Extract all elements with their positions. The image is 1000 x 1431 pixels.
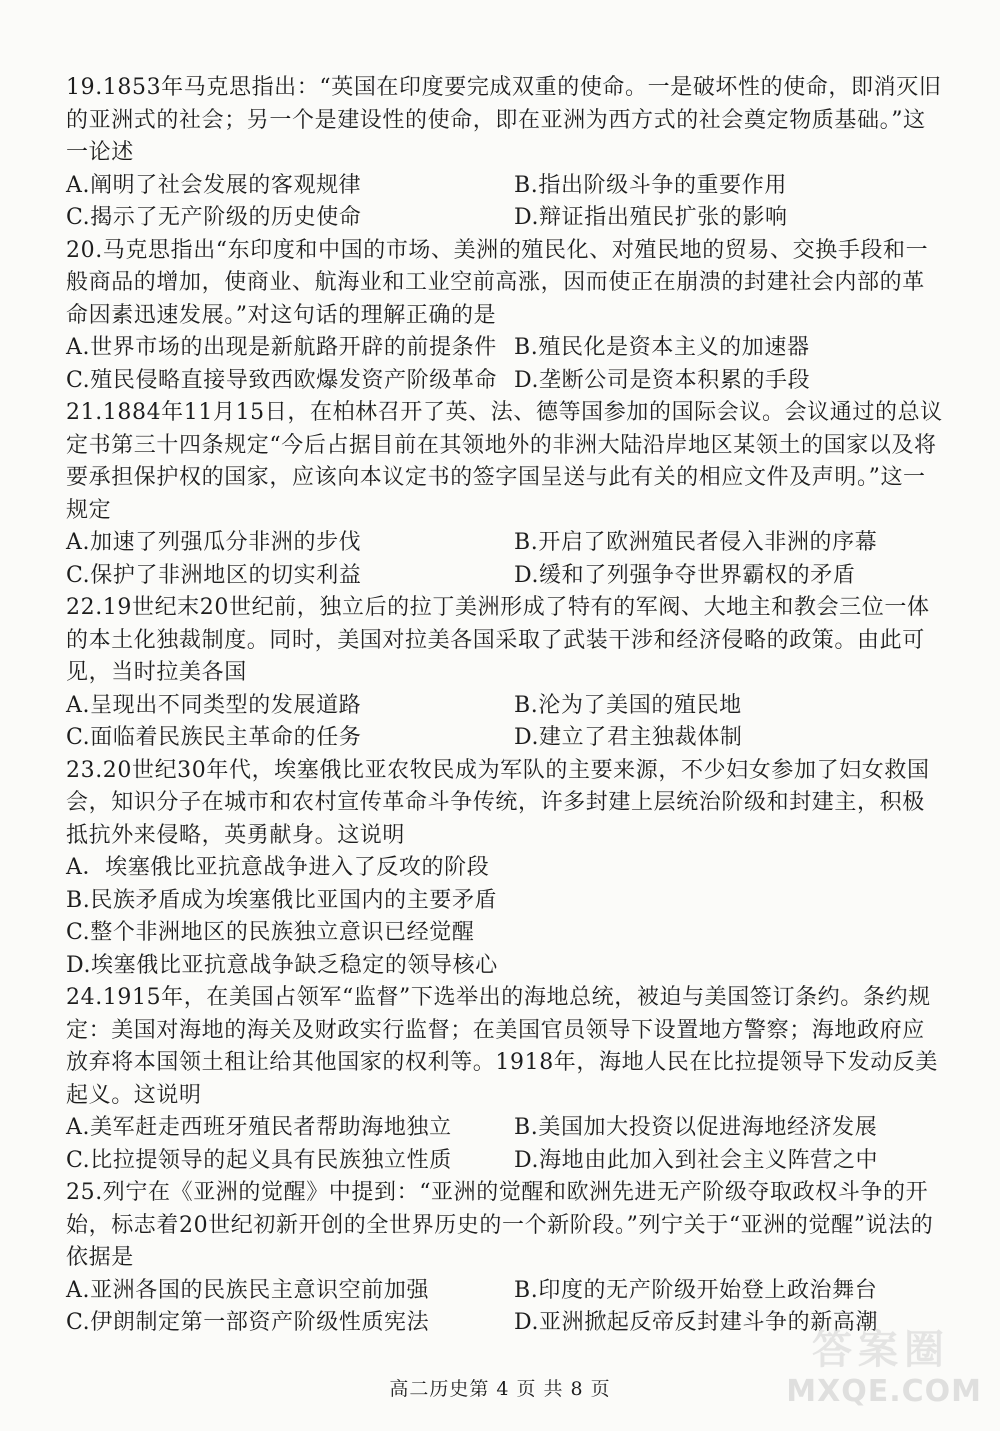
option-d: D.缓和了列强争夺世界霸权的矛盾 [514, 562, 856, 588]
option-c: C.揭示了无产阶级的历史使命 [66, 205, 362, 230]
question-stem: 19.1853年马克思指出：“英国在印度要完成双重的使命。一是破坏性的使命，即消灭旧的亚洲式的社会；另一个是建设性的使命，即在亚洲为西方式的社会奠定物质基础。”这一论述 [66, 75, 942, 165]
question-22 [66, 592, 946, 755]
watermark-en: MXQE.COM [786, 1374, 982, 1409]
question-25 [66, 1177, 946, 1340]
option-a: A.阐明了社会发展的客观规律 [66, 172, 362, 198]
options-grid [66, 332, 946, 397]
option-d: D.垄断公司是资本积累的手段 [514, 367, 811, 393]
page-footer: 高二历史第 4 页 共 8 页 [389, 1378, 611, 1400]
question-20 [66, 235, 946, 398]
option-a: A.美军赶走西班牙殖民者帮助海地独立 [66, 1115, 452, 1140]
options-grid [66, 527, 946, 592]
option-b: B.沦为了美国的殖民地 [514, 692, 742, 718]
question-stem: 22.19世纪末20世纪前，独立后的拉丁美洲形成了特有的军阀、大地主和教会三位一体的本土化独裁制度。同时，美国对拉美各国采取了武装干涉和经济侵略的政策。由此可见，当时拉美各国 [66, 595, 930, 685]
option-a: A．埃塞俄比亚抗意战争进入了反攻的阶段 [66, 855, 490, 880]
option-d: D.辩证指出殖民扩张的影响 [514, 205, 788, 230]
option-b: B.美国加大投资以促进海地经济发展 [514, 1115, 878, 1140]
option-c: C.殖民侵略直接导致西欧爆发资产阶级革命 [66, 367, 498, 393]
question-stem: 23.20世纪30年代，埃塞俄比亚农牧民成为军队的主要来源，不少妇女参加了妇女救国会，知识分子在城市和农村宣传革命斗争传统，许多封建上层统治阶级和封建主，积极抵抗外来侵略，英勇献身。这说明 [66, 757, 930, 848]
question-stem: 24.1915年，在美国占领军“监督”下选举出的海地总统，被迫与美国签订条约。条约规定：美国对海地的海关及财政实行监督；在美国官员领导下设置地方警察；海地政府应放弃将本国领土租让给其他国家的权利等。1918年，海地人民在比拉提领导下发动反美起义。这说明 [66, 985, 938, 1108]
option-d: D.亚洲掀起反帝反封建斗争的新高潮 [514, 1310, 879, 1335]
option-a: A.亚洲各国的民族民主意识空前加强 [66, 1277, 430, 1303]
option-b: B.殖民化是资本主义的加速器 [514, 335, 810, 360]
option-a: A.加速了列强瓜分非洲的步伐 [66, 530, 362, 555]
option-a: A.呈现出不同类型的发展道路 [66, 692, 362, 718]
options-grid [66, 690, 946, 755]
question-21 [66, 397, 946, 592]
option-b: B.指出阶级斗争的重要作用 [514, 172, 787, 198]
question-23 [66, 755, 946, 983]
option-b: B.开启了欧洲殖民者侵入非洲的序幕 [514, 530, 878, 555]
question-stem: 21.1884年11月15日，在柏林召开了英、法、德等国参加的国际会议。会议通过的总议定书第三十四条规定“今后占据目前在其领地外的非洲大陆沿岸地区某领土的国家以及将要承担保护权的国家，应该向本议定书的签字国呈送与此有关的相应文件及声明。”这一规定 [66, 400, 943, 523]
option-c: C.比拉提领导的起义具有民族独立性质 [66, 1147, 452, 1173]
question-stem: 20.马克思指出“东印度和中国的市场、美洲的殖民化、对殖民地的贸易、交换手段和一般商品的增加，使商业、航海业和工业空前高涨，因而使正在崩溃的封建社会内部的革命因素迅速发展。”对这句话的理解正确的是 [66, 237, 929, 328]
exam-page [66, 72, 946, 1340]
option-c: C.伊朗制定第一部资产阶级性质宪法 [66, 1310, 430, 1335]
watermark-cn: 答案圈 [812, 1327, 950, 1373]
question-24 [66, 982, 946, 1177]
option-c: C.保护了非洲地区的切实利益 [66, 562, 362, 588]
option-b: B.印度的无产阶级开始登上政治舞台 [514, 1277, 878, 1303]
option-c: C.面临着民族民主革命的任务 [66, 725, 362, 750]
question-stem: 25.列宁在《亚洲的觉醒》中提到：“亚洲的觉醒和欧洲先进无产阶级夺取政权斗争的开始，标志着20世纪初新开创的全世界历史的一个新阶段。”列宁关于“亚洲的觉醒”说法的依据是 [66, 1180, 934, 1270]
options-grid [66, 170, 946, 235]
option-d: D.海地由此加入到社会主义阵营之中 [514, 1147, 879, 1173]
option-d: D.建立了君主独裁体制 [514, 725, 743, 750]
question-19 [66, 72, 946, 235]
option-d: D.埃塞俄比亚抗意战争缺乏稳定的领导核心 [66, 952, 498, 978]
options-list [66, 852, 946, 982]
option-a: A.世界市场的出现是新航路开辟的前提条件 [66, 335, 497, 360]
option-c: C.整个非洲地区的民族独立意识已经觉醒 [66, 920, 475, 945]
watermark-logo [774, 1329, 994, 1419]
options-grid [66, 1112, 946, 1177]
option-b: B.民族矛盾成为埃塞俄比亚国内的主要矛盾 [66, 887, 498, 913]
